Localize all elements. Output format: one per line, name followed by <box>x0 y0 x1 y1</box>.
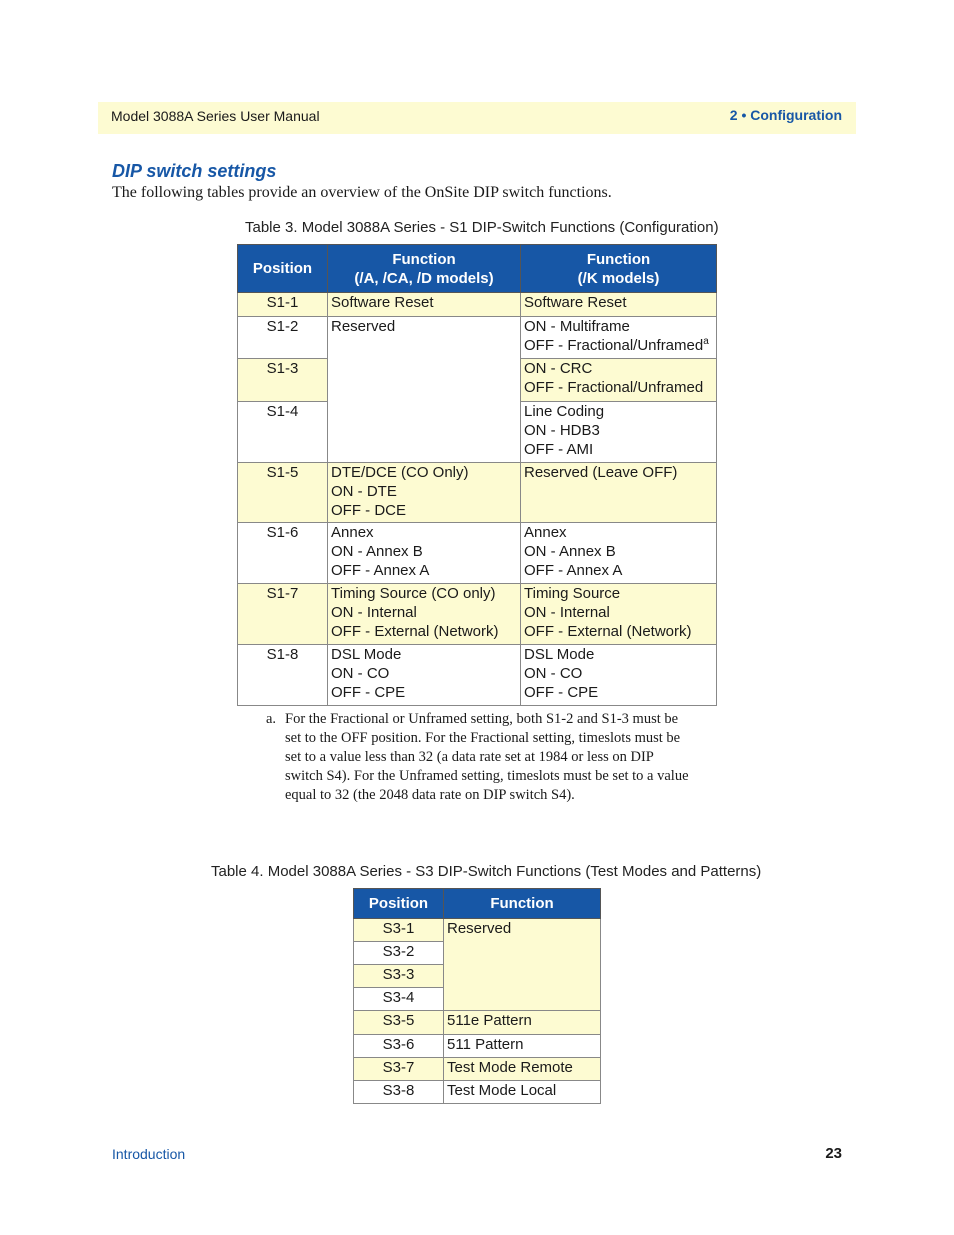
function-cell: Test Mode Remote <box>444 1058 601 1081</box>
s3-dip-switch-table <box>353 888 601 1104</box>
footer-section-link[interactable]: Introduction <box>112 1146 186 1162</box>
table3-caption: Table 3. Model 3088A Series - S1 DIP-Switch Functions (Configuration) <box>245 219 719 236</box>
table-row <box>354 1011 601 1035</box>
col-header-function-k: Function (/K models) <box>521 245 717 293</box>
running-header <box>98 102 856 134</box>
function-k-cell: Timing Source ON - Internal OFF - External (Network) <box>521 584 717 645</box>
table4-caption: Table 4. Model 3088A Series - S3 DIP-Switch Functions (Test Modes and Patterns) <box>211 863 762 880</box>
position-cell: S3-6 <box>354 1035 444 1058</box>
function-cell: Test Mode Local <box>444 1081 601 1104</box>
position-cell: S1-6 <box>238 523 328 584</box>
table-row <box>354 919 601 942</box>
table-row <box>238 317 717 359</box>
position-cell: S1-7 <box>238 584 328 645</box>
col-header-position: Position <box>354 889 444 919</box>
chapter-link[interactable]: 2 • Configuration <box>729 107 842 123</box>
table-row <box>238 523 717 584</box>
intro-paragraph: The following tables provide an overview of the OnSite DIP switch functions. <box>112 184 612 201</box>
col-header-function: Function <box>444 889 601 919</box>
table3-footnote <box>266 710 692 805</box>
col-header-function-a: Function (/A, /CA, /D models) <box>328 245 521 293</box>
position-cell: S3-8 <box>354 1081 444 1104</box>
function-a-cell: DTE/DCE (CO Only) ON - DTE OFF - DCE <box>328 463 521 523</box>
position-cell: S3-3 <box>354 965 444 988</box>
col-header-position: Position <box>238 245 328 293</box>
position-cell: S3-1 <box>354 919 444 942</box>
function-cell: Reserved <box>444 919 601 1011</box>
position-cell: S1-3 <box>238 359 328 402</box>
function-k-cell: DSL Mode ON - CO OFF - CPE <box>521 645 717 706</box>
s1-dip-switch-table <box>237 244 717 706</box>
position-cell: S1-8 <box>238 645 328 706</box>
function-k-cell: Software Reset <box>521 293 717 317</box>
position-cell: S3-4 <box>354 988 444 1011</box>
function-k-cell: Reserved (Leave OFF) <box>521 463 717 523</box>
position-cell: S1-4 <box>238 402 328 463</box>
table-row <box>238 293 717 317</box>
function-cell: 511e Pattern <box>444 1011 601 1035</box>
function-a-cell: Software Reset <box>328 293 521 317</box>
table-row <box>238 645 717 706</box>
page-number: 23 <box>825 1145 842 1162</box>
function-k-cell: ON - Multiframe OFF - Fractional/Unframed$^a$ <box>521 317 717 359</box>
function-a-cell: Timing Source (CO only) ON - Internal OFF - External (Network) <box>328 584 521 645</box>
function-a-cell: DSL Mode ON - CO OFF - CPE <box>328 645 521 706</box>
table-row <box>354 1035 601 1058</box>
table-row <box>238 584 717 645</box>
position-cell: S1-1 <box>238 293 328 317</box>
section-heading: DIP switch settings <box>112 161 277 181</box>
function-a-cell: Reserved <box>328 317 521 463</box>
footnote-ref[interactable]: a <box>703 336 709 347</box>
function-a-cell: Annex ON - Annex B OFF - Annex A <box>328 523 521 584</box>
function-k-cell: Annex ON - Annex B OFF - Annex A <box>521 523 717 584</box>
footnote-text: For the Fractional or Unframed setting, both S1-2 and S1-3 must be set to the OFF position. For the Fractional setting, timeslots must be set to a value less than 32 (a data rate set at 1984 or less on DIP switch S4). For the Unframed setting, timeslots must be set to a value equal to 32 (the 2048 data rate on DIP switch S4). <box>285 711 689 803</box>
position-cell: S3-2 <box>354 942 444 965</box>
function-cell: 511 Pattern <box>444 1035 601 1058</box>
position-cell: S1-5 <box>238 463 328 523</box>
table-row <box>354 1058 601 1081</box>
table-row <box>354 1081 601 1104</box>
manual-title: Model 3088A Series User Manual <box>111 108 320 124</box>
function-k-cell: Line Coding ON - HDB3 OFF - AMI <box>521 402 717 463</box>
table-row <box>238 463 717 523</box>
function-k-cell: ON - CRC OFF - Fractional/Unframed <box>521 359 717 402</box>
position-cell: S3-7 <box>354 1058 444 1081</box>
position-cell: S3-5 <box>354 1011 444 1035</box>
position-cell: S1-2 <box>238 317 328 359</box>
footnote-marker: a. <box>266 711 277 727</box>
